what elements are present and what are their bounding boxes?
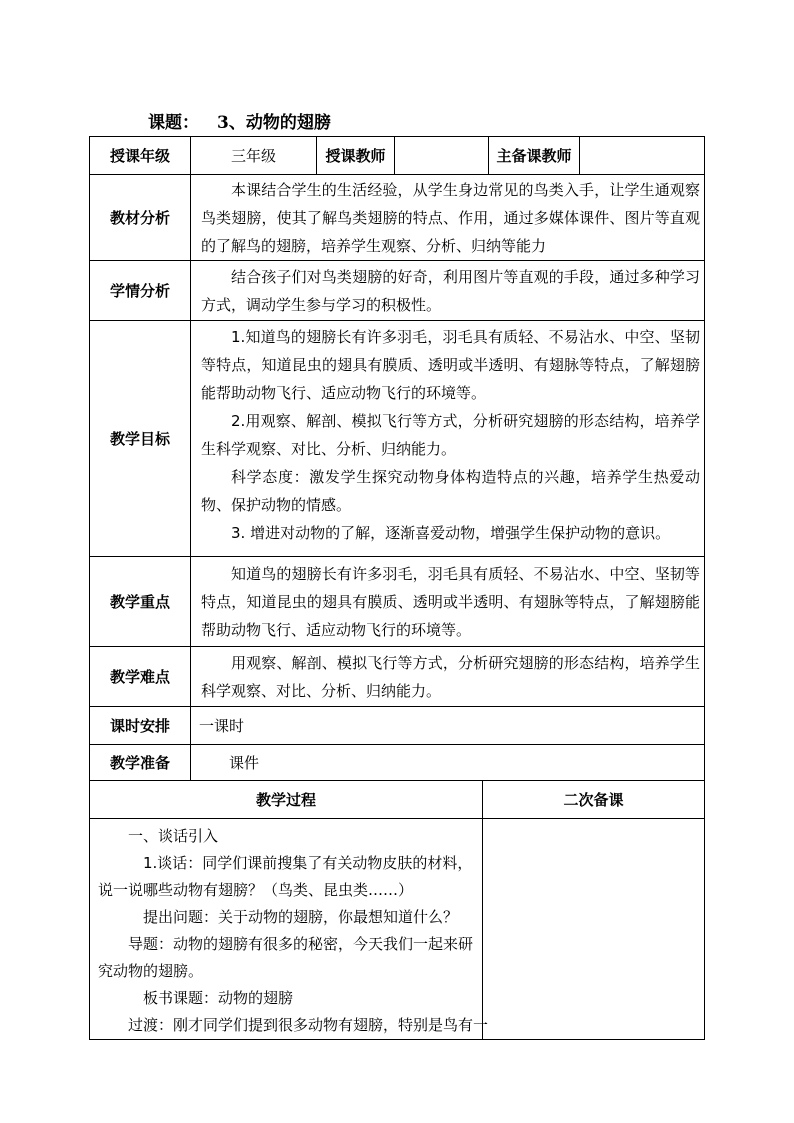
title-label: 课题： — [148, 113, 199, 133]
students-text: 结合孩子们对鸟类翅膀的好奇，利用图片等直观的手段，通过多种学习方式，调动学生参与学习的积极性。 — [201, 267, 700, 314]
goal-item: 1.知道鸟的翅膀长有许多羽毛，羽毛具有质轻、不易沾水、中空、坚韧等特点，知道昆虫的翅具有膜质、透明或半透明、有翅脉等特点，了解翅膀能帮助动物飞行、适应动物飞行的环境等。 — [201, 328, 700, 402]
schedule-row — [90, 707, 705, 745]
teacher-label: 授课教师 — [317, 137, 395, 175]
lead-teacher-label: 主备课教师 — [489, 137, 580, 175]
info-row — [90, 137, 705, 175]
students-label: 学情分析 — [90, 261, 191, 321]
goals-label: 教学目标 — [90, 321, 191, 557]
process-line: 1.谈话：同学们课前搜集了有关动物皮肤的材料，说一说哪些动物有翅膀？（鸟类、昆虫类……） — [98, 854, 473, 899]
secondary-prep-header: 二次备课 — [483, 781, 705, 819]
students-cell — [191, 261, 705, 321]
goal-item: 2.用观察、解剖、模拟飞行等方式，分析研究翅膀的形态结构，培养学生科学观察、对比、分析、归纳能力。 — [201, 412, 700, 458]
lesson-title — [148, 108, 349, 133]
lesson-plan-table — [89, 136, 705, 1040]
goal-item: 科学态度：激发学生探究动物身体构造特点的兴趣，培养学生热爱动物、保护动物的情感。 — [201, 468, 700, 514]
lead-teacher-value — [580, 137, 705, 175]
key-points-label: 教学重点 — [90, 557, 191, 647]
process-line: 导题：动物的翅膀有很多的秘密，今天我们一起来研究动物的翅膀。 — [98, 935, 474, 980]
goals-cell — [191, 321, 705, 557]
difficulties-label: 教学难点 — [90, 647, 191, 707]
grade-value: 三年级 — [191, 137, 317, 175]
schedule-label: 课时安排 — [90, 707, 191, 745]
students-row — [90, 261, 705, 321]
title-text: 3、动物的翅膀 — [217, 113, 331, 133]
difficulties-row — [90, 647, 705, 707]
key-points-row — [90, 557, 705, 647]
secondary-prep-cell — [483, 819, 705, 1040]
schedule-text: 一课时 — [191, 707, 705, 745]
material-text: 本课结合学生的生活经验，从学生身边常见的鸟类入手，让学生通观察鸟类翅膀，使其了解鸟类翅膀的特点、作用，通过多媒体课件、图片等直观的了解鸟的翅膀，培养学生观察、分析、归纳等能力 — [201, 180, 700, 255]
process-row — [90, 819, 705, 1040]
process-cell — [90, 819, 489, 1040]
key-points-text: 知道鸟的翅膀长有许多羽毛，羽毛具有质轻、不易沾水、中空、坚韧等特点，知道昆虫的翅具有膜质、透明或半透明、有翅脉等特点，了解翅膀能帮助动物飞行、适应动物飞行的环境等。 — [201, 564, 700, 639]
teacher-value — [395, 137, 489, 175]
process-header: 教学过程 — [90, 781, 483, 819]
grade-label: 授课年级 — [90, 137, 191, 175]
material-label: 教材分析 — [90, 175, 191, 261]
key-points-cell — [191, 557, 705, 647]
process-line: 一、谈话引入 — [128, 827, 219, 845]
prep-row — [90, 745, 705, 781]
material-cell — [191, 175, 705, 261]
material-row — [90, 175, 705, 261]
process-header-row — [90, 781, 705, 819]
process-line: 板书课题：动物的翅膀 — [143, 989, 294, 1007]
prep-label: 教学准备 — [90, 745, 191, 781]
process-line: 提出问题：关于动物的翅膀，你最想知道什么？ — [143, 908, 459, 926]
goal-item: 3. 增进对动物的了解，逐渐喜爱动物，增强学生保护动物的意识。 — [231, 524, 671, 542]
prep-text: 课件 — [191, 745, 705, 781]
process-line: 过渡：刚才同学们提到很多动物有翅膀，特别是鸟有一 — [128, 1016, 489, 1034]
difficulties-text: 用观察、解剖、模拟飞行等方式，分析研究翅膀的形态结构，培养学生科学观察、对比、分析、归纳能力。 — [201, 653, 700, 700]
difficulties-cell — [191, 647, 705, 707]
goals-row — [90, 321, 705, 557]
